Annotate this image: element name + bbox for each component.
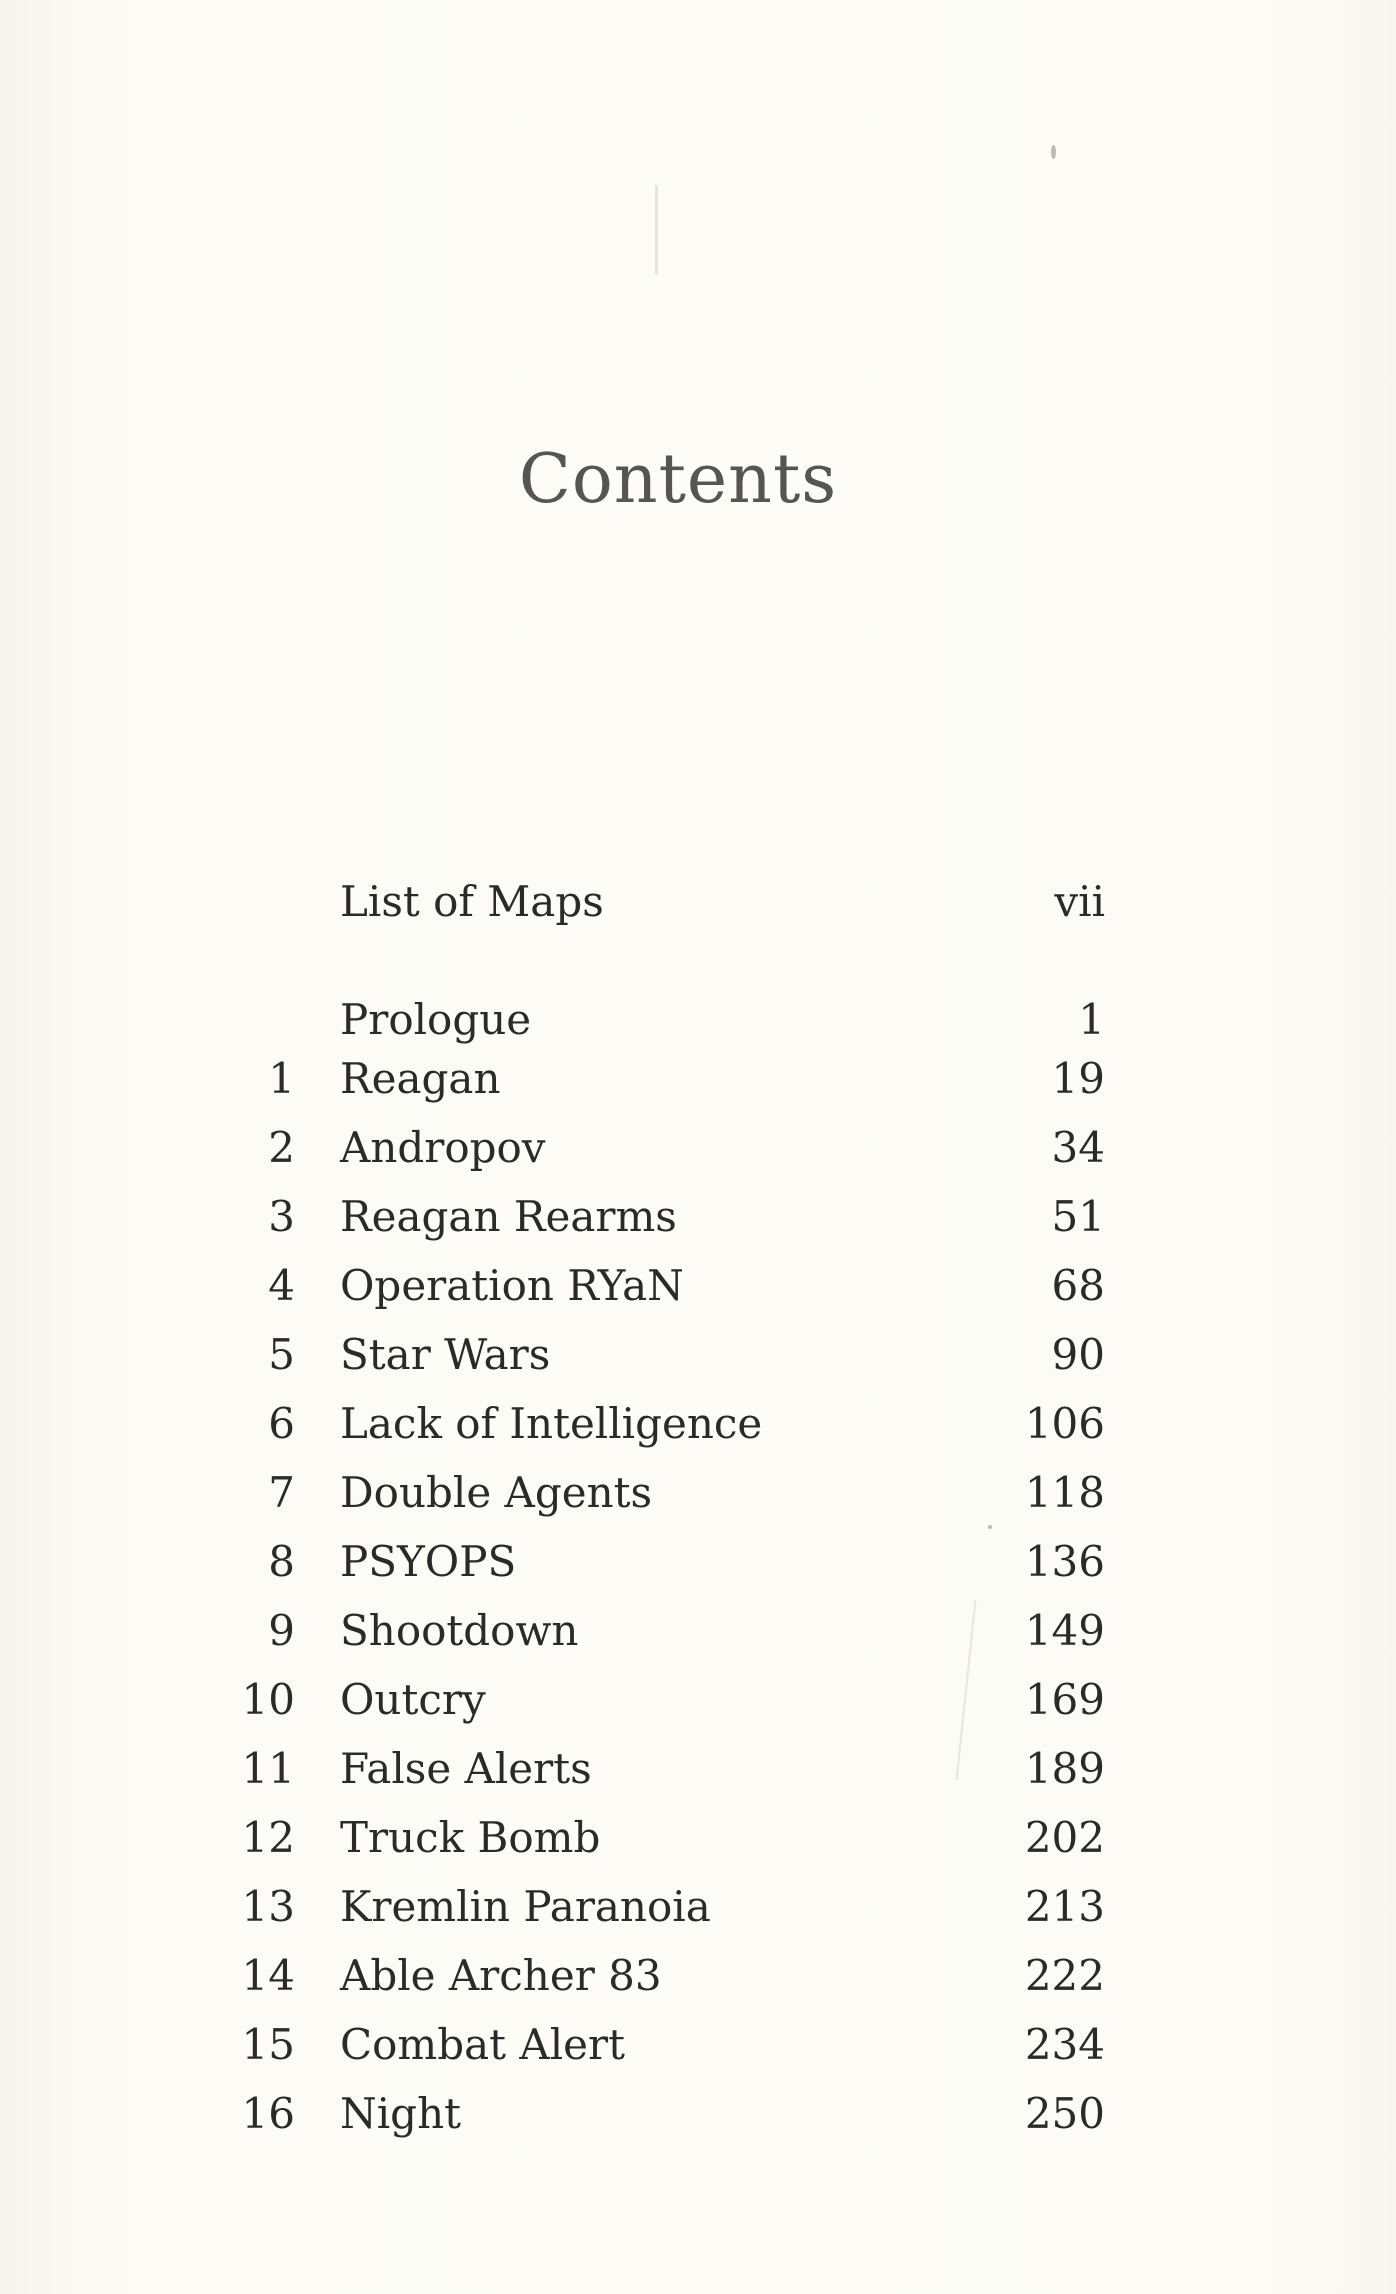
- chapter-number: 14: [241, 1951, 295, 2000]
- toc-entry-label: Double Agents: [340, 1468, 653, 1517]
- toc-entry-chapter[interactable]: [0, 1877, 1396, 1937]
- toc-entry-label: Truck Bomb: [340, 1813, 601, 1862]
- toc-entry-page: 34: [1051, 1123, 1105, 1172]
- toc-entry-page: 1: [1078, 995, 1105, 1044]
- toc-entry-label: Prologue: [340, 995, 532, 1044]
- chapter-number: 6: [268, 1399, 295, 1448]
- toc-entry-page: 222: [1024, 1951, 1105, 2000]
- toc-entry-list-of-maps[interactable]: [0, 872, 1396, 932]
- toc-entry-chapter[interactable]: [0, 2084, 1396, 2144]
- toc-entry-page: 234: [1024, 2020, 1105, 2069]
- chapter-number: 9: [268, 1606, 295, 1655]
- toc-entry-page: 169: [1024, 1675, 1105, 1724]
- toc-entry-page: 189: [1024, 1744, 1105, 1793]
- toc-entry-chapter[interactable]: [0, 1601, 1396, 1661]
- toc-entry-label: Operation RYaN: [340, 1261, 684, 1310]
- toc-entry-page: 149: [1024, 1606, 1105, 1655]
- toc-entry-label: Star Wars: [340, 1330, 551, 1379]
- toc-entry-chapter[interactable]: [0, 1118, 1396, 1178]
- toc-entry-label: List of Maps: [340, 877, 604, 926]
- chapter-number: 2: [268, 1123, 295, 1172]
- toc-entry-chapter[interactable]: [0, 1463, 1396, 1523]
- toc-entry-label: Night: [340, 2089, 461, 2138]
- toc-entry-page: 136: [1024, 1537, 1105, 1586]
- toc-entry-label: Andropov: [340, 1123, 546, 1172]
- toc-entry-label: Kremlin Paranoia: [340, 1882, 711, 1931]
- toc-entry-label: Outcry: [340, 1675, 486, 1724]
- toc-entry-chapter[interactable]: [0, 1532, 1396, 1592]
- chapter-number: 7: [268, 1468, 295, 1517]
- toc-entry-label: Lack of Intelligence: [340, 1399, 763, 1448]
- toc-entry-label: Combat Alert: [340, 2020, 625, 2069]
- toc-entry-chapter[interactable]: [0, 1049, 1396, 1109]
- toc-entry-page: 213: [1024, 1882, 1105, 1931]
- toc-entry-chapter[interactable]: [0, 1739, 1396, 1799]
- toc-entry-chapter[interactable]: [0, 1394, 1396, 1454]
- toc-entry-page: 106: [1024, 1399, 1105, 1448]
- toc-entry-page: vii: [1054, 877, 1105, 926]
- chapter-number: 11: [241, 1744, 295, 1793]
- toc-entry-chapter[interactable]: [0, 1187, 1396, 1247]
- toc-entry-page: 19: [1051, 1054, 1105, 1103]
- toc-entry-chapter[interactable]: [0, 1808, 1396, 1868]
- toc-entry-label: Able Archer 83: [340, 1951, 662, 2000]
- toc-entry-chapter[interactable]: [0, 1325, 1396, 1385]
- chapter-number: 5: [268, 1330, 295, 1379]
- toc-entry-page: 202: [1024, 1813, 1105, 1862]
- chapter-number: 12: [241, 1813, 295, 1862]
- toc-entry-label: Reagan Rearms: [340, 1192, 677, 1241]
- paper-speck: [1051, 145, 1056, 159]
- toc-entry-label: PSYOPS: [340, 1537, 517, 1586]
- toc-entry-chapter[interactable]: [0, 1670, 1396, 1730]
- toc-entry-page: 90: [1051, 1330, 1105, 1379]
- toc-entry-label: Reagan: [340, 1054, 501, 1103]
- toc-entry-page: 250: [1024, 2089, 1105, 2138]
- chapter-number: 4: [268, 1261, 295, 1310]
- toc-entry-page: 68: [1051, 1261, 1105, 1310]
- paper-crease: [655, 185, 658, 275]
- toc-entry-chapter[interactable]: [0, 2015, 1396, 2075]
- chapter-number: 15: [241, 2020, 295, 2069]
- chapter-number: 1: [268, 1054, 295, 1103]
- toc-entry-page: 51: [1051, 1192, 1105, 1241]
- chapter-number: 16: [241, 2089, 295, 2138]
- chapter-number: 13: [241, 1882, 295, 1931]
- chapter-number: 8: [268, 1537, 295, 1586]
- toc-entry-label: False Alerts: [340, 1744, 592, 1793]
- chapter-number: 3: [268, 1192, 295, 1241]
- page-title: Contents: [518, 440, 838, 519]
- toc-entry-label: Shootdown: [340, 1606, 579, 1655]
- toc-entry-page: 118: [1024, 1468, 1105, 1517]
- chapter-number: 10: [241, 1675, 295, 1724]
- paper-speck: [988, 1525, 992, 1529]
- toc-entry-chapter[interactable]: [0, 1256, 1396, 1316]
- toc-entry-chapter[interactable]: [0, 1946, 1396, 2006]
- toc-entry-prologue[interactable]: [0, 990, 1396, 1050]
